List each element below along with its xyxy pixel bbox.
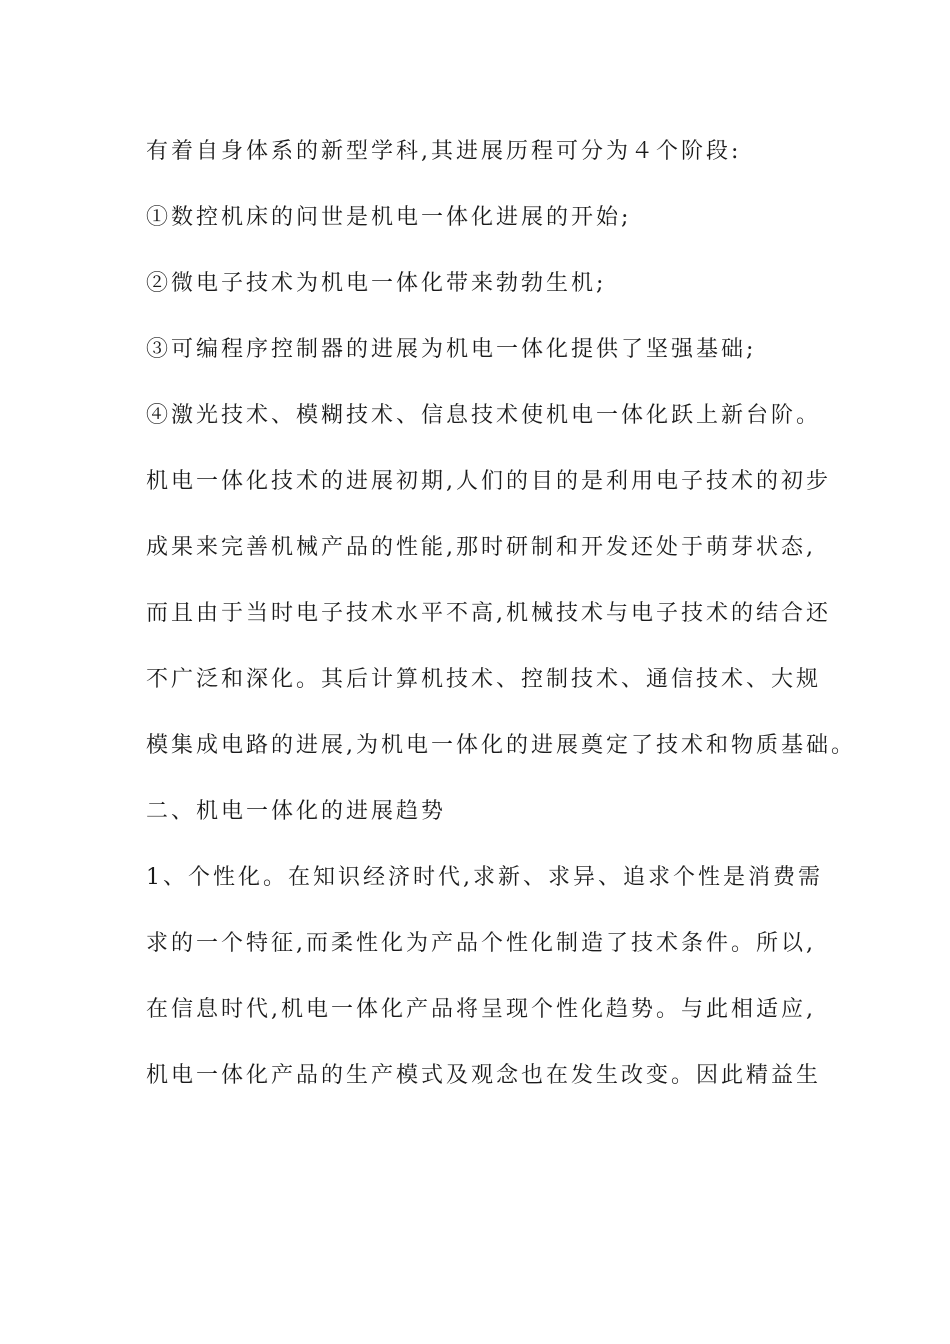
text-line: 求的一个特征,而柔性化为产品个性化制造了技术条件。所以,: [146, 931, 816, 956]
list-item-4: ④激光技术、模糊技术、信息技术使机电一体化跃上新台阶。: [146, 403, 822, 428]
document-body: [146, 132, 856, 1122]
list-item-3: ③可编程序控制器的进展为机电一体化提供了坚强基础;: [146, 337, 757, 362]
text-line: 机电一体化技术的进展初期,人们的目的是利用电子技术的初步: [146, 469, 831, 494]
text-line: 在信息时代,机电一体化产品将呈现个性化趋势。与此相适应,: [146, 997, 816, 1022]
text-line: 有着自身体系的新型学科,其进展历程可分为４个阶段:: [146, 139, 742, 164]
list-item-2: ②微电子技术为机电一体化带来勃勃生机;: [146, 271, 607, 296]
text-line: 成果来完善机械产品的性能,那时研制和开发还处于萌芽状态,: [146, 535, 816, 560]
text-line: 机电一体化产品的生产模式及观念也在发生改变。因此精益生: [146, 1063, 822, 1088]
text-line: 模集成电路的进展,为机电一体化的进展奠定了技术和物质基础。: [146, 733, 856, 758]
list-item-1: ①数控机床的问世是机电一体化进展的开始;: [146, 205, 632, 230]
text-line: 1、个性化。在知识经济时代,求新、求异、追求个性是消费需: [146, 865, 823, 890]
text-line: 不广泛和深化。其后计算机技术、控制技术、通信技术、大规: [146, 667, 822, 692]
text-line: 而且由于当时电子技术水平不高,机械技术与电子技术的结合还: [146, 601, 831, 626]
section-heading: 二、机电一体化的进展趋势: [146, 799, 447, 824]
